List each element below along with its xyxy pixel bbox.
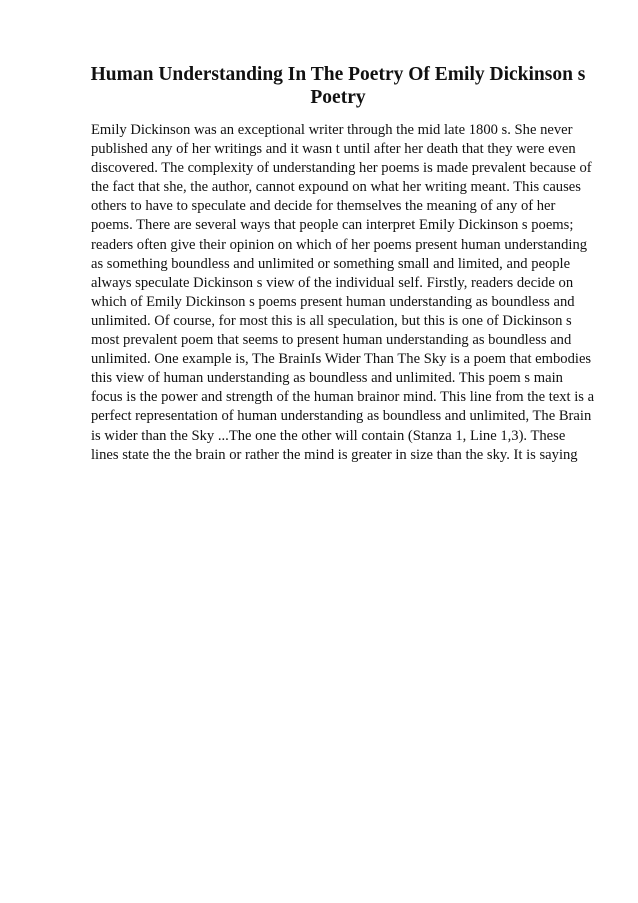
title-line: Poetry — [310, 87, 366, 108]
body-line: always speculate Dickinson s view of the individual self. Firstly, readers decide on — [91, 274, 574, 291]
body-line: poems. There are several ways that people can interpret Emily Dickinson s poems; — [91, 217, 574, 234]
body-line: as something boundless and unlimited or something small and limited, and people — [91, 255, 571, 272]
body-text — [91, 121, 595, 465]
body-line: which of Emily Dickinson s poems present human understanding as boundless and — [91, 293, 575, 310]
document-title — [88, 63, 588, 109]
body-line: the fact that she, the author, cannot expound on what her writing meant. This causes — [91, 179, 581, 196]
body-line: is wider than the Sky ...The one the other will contain (Stanza 1, Line 1,3). These — [91, 427, 566, 444]
body-line: others to have to speculate and decide for themselves the meaning of any of her — [91, 198, 556, 215]
body-line: Emily Dickinson was an exceptional writer through the mid late 1800 s. She never — [91, 122, 573, 138]
body-line: discovered. The complexity of understanding her poems is made prevalent because of — [91, 160, 592, 177]
body-line: published any of her writings and it wasn t until after her death that they were even — [91, 141, 576, 158]
title-line: Human Understanding In The Poetry Of Emily Dickinson s — [90, 64, 586, 85]
body-line: perfect representation of human understanding as boundless and unlimited, The Brain — [91, 408, 592, 425]
body-line: readers often give their opinion on which of her poems present human understanding — [91, 236, 588, 253]
body-line: lines state the the brain or rather the mind is greater in size than the sky. It is saying — [91, 446, 578, 463]
body-line: unlimited. Of course, for most this is all speculation, but this is one of Dickinson s — [91, 312, 572, 329]
body-line: most prevalent poem that seems to present human understanding as boundless and — [91, 332, 572, 349]
body-line: this view of human understanding as boundless and unlimited. This poem s main — [91, 370, 563, 387]
body-line: unlimited. One example is, The BrainIs Wider Than The Sky is a poem that embodies — [91, 351, 592, 368]
body-line: focus is the power and strength of the human brainor mind. This line from the text is a — [91, 389, 595, 406]
